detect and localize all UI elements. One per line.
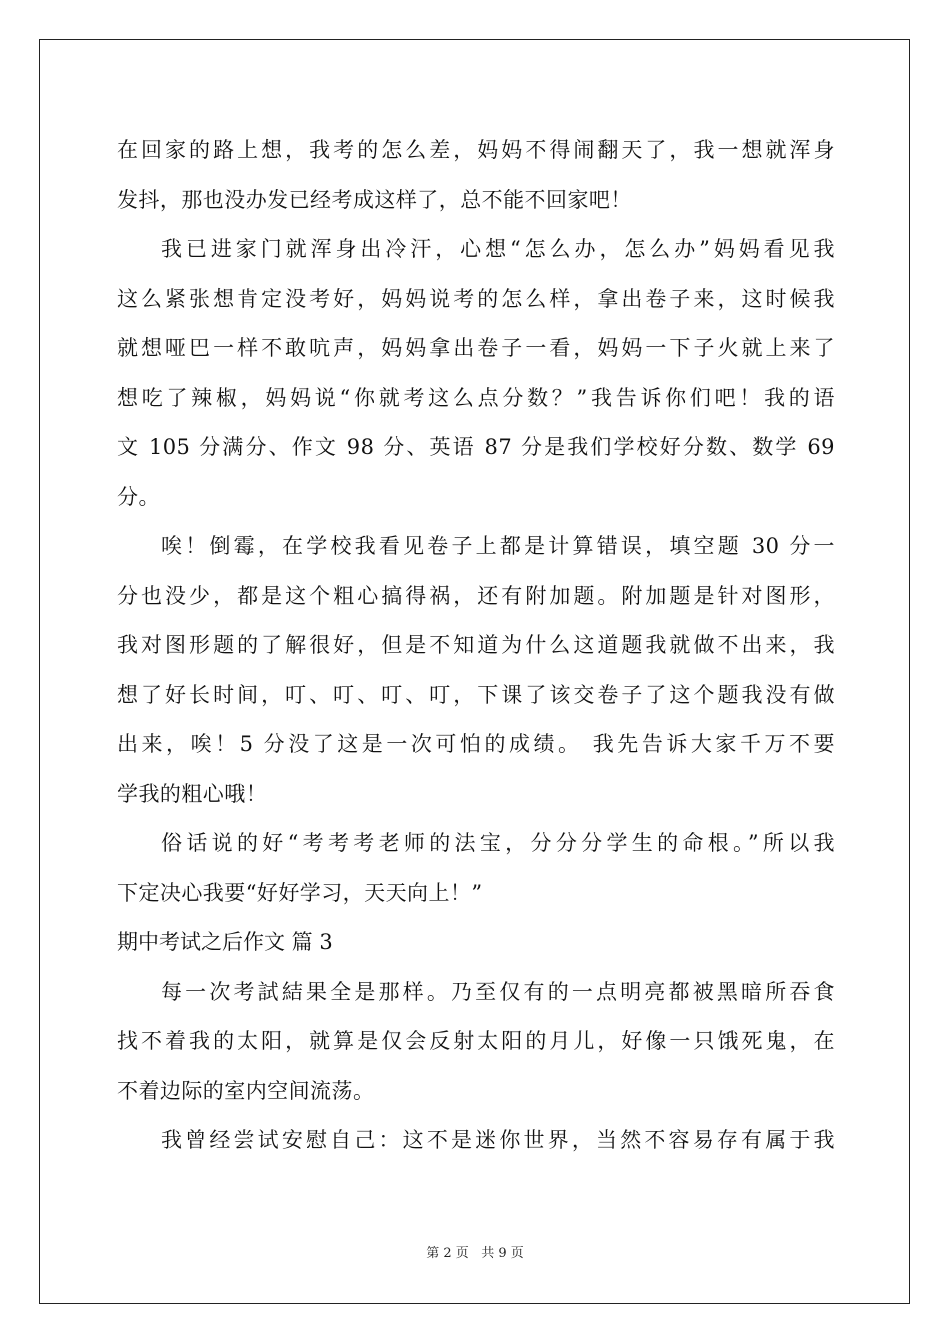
text-line: 下定决心我要“好好学习，天天向上！” (117, 880, 483, 905)
text-line: 就想哑巴一样不敢吭声，妈妈拿出卷子一看，妈妈一下子火就上来了 (117, 336, 835, 360)
text-line: 学我的粗心哦！ (117, 781, 268, 806)
text-line: 不着边际的室内空间流荡。 (117, 1078, 375, 1103)
page-number: 第 2 页 (426, 1246, 469, 1261)
paragraph (117, 522, 835, 819)
text-line: 分。 (117, 484, 160, 509)
document-body (117, 126, 835, 1166)
text-line: 我已进家门就浑身出冷汗，心想“怎么办，怎么办”妈妈看见我 (161, 237, 835, 261)
paragraph (117, 1116, 835, 1166)
text-line: 每一次考試結果全是那样。乃至仅有的一点明亮都被黑暗所吞食 (161, 979, 835, 1004)
paragraph (117, 819, 835, 918)
text-line: 这么紧张想肯定没考好，妈妈说考的怎么样，拿出卷子来，这时候我 (117, 286, 835, 311)
text-line: 我曾经尝试安慰自己：这不是迷你世界，当然不容易存有属于我 (161, 1128, 835, 1152)
total-pages: 共 9 页 (481, 1246, 524, 1261)
text-line: 找不着我的太阳，就算是仅会反射太阳的月儿，好像一只饿死鬼，在 (117, 1029, 835, 1053)
text-line: 唉！倒霉，在学校我看见卷子上都是计算错误，填空题 30 分一 (161, 534, 835, 558)
text-line: 出来，唉！5 分没了这是一次可怕的成绩。 我先告诉大家千万不要 (117, 732, 835, 756)
text-line: 发抖，那也没办发已经考成这样了，总不能不回家吧！ (117, 187, 632, 212)
text-line: 想了好长时间，叮、叮、叮、叮，下课了该交卷子了这个题我没有做 (117, 682, 835, 707)
text-line: 想吃了辣椒，妈妈说“你就考这么点分数？”我告诉你们吧！我的语 (117, 385, 835, 410)
text-line: 分也没少，都是这个粗心搞得祸，还有附加题。附加题是针对图形， (117, 583, 835, 608)
paragraph (117, 968, 835, 1117)
section-title: 期中考试之后作文 篇 3 (117, 930, 333, 954)
text-line: 俗话说的好“考考考老师的法宝，分分分学生的命根。”所以我 (161, 831, 835, 855)
footer-spacer (469, 1246, 481, 1261)
text-line: 我对图形题的了解很好，但是不知道为什么这道题我就做不出来，我 (117, 633, 835, 657)
page-footer (0, 1242, 950, 1261)
text-line: 在回家的路上想，我考的怎么差，妈妈不得闹翻天了，我一想就浑身 (117, 138, 835, 162)
text-line: 文 105 分满分、作文 98 分、英语 87 分是我们学校好分数、数学 69 (117, 435, 835, 459)
paragraph (117, 225, 835, 522)
paragraph (117, 126, 835, 225)
